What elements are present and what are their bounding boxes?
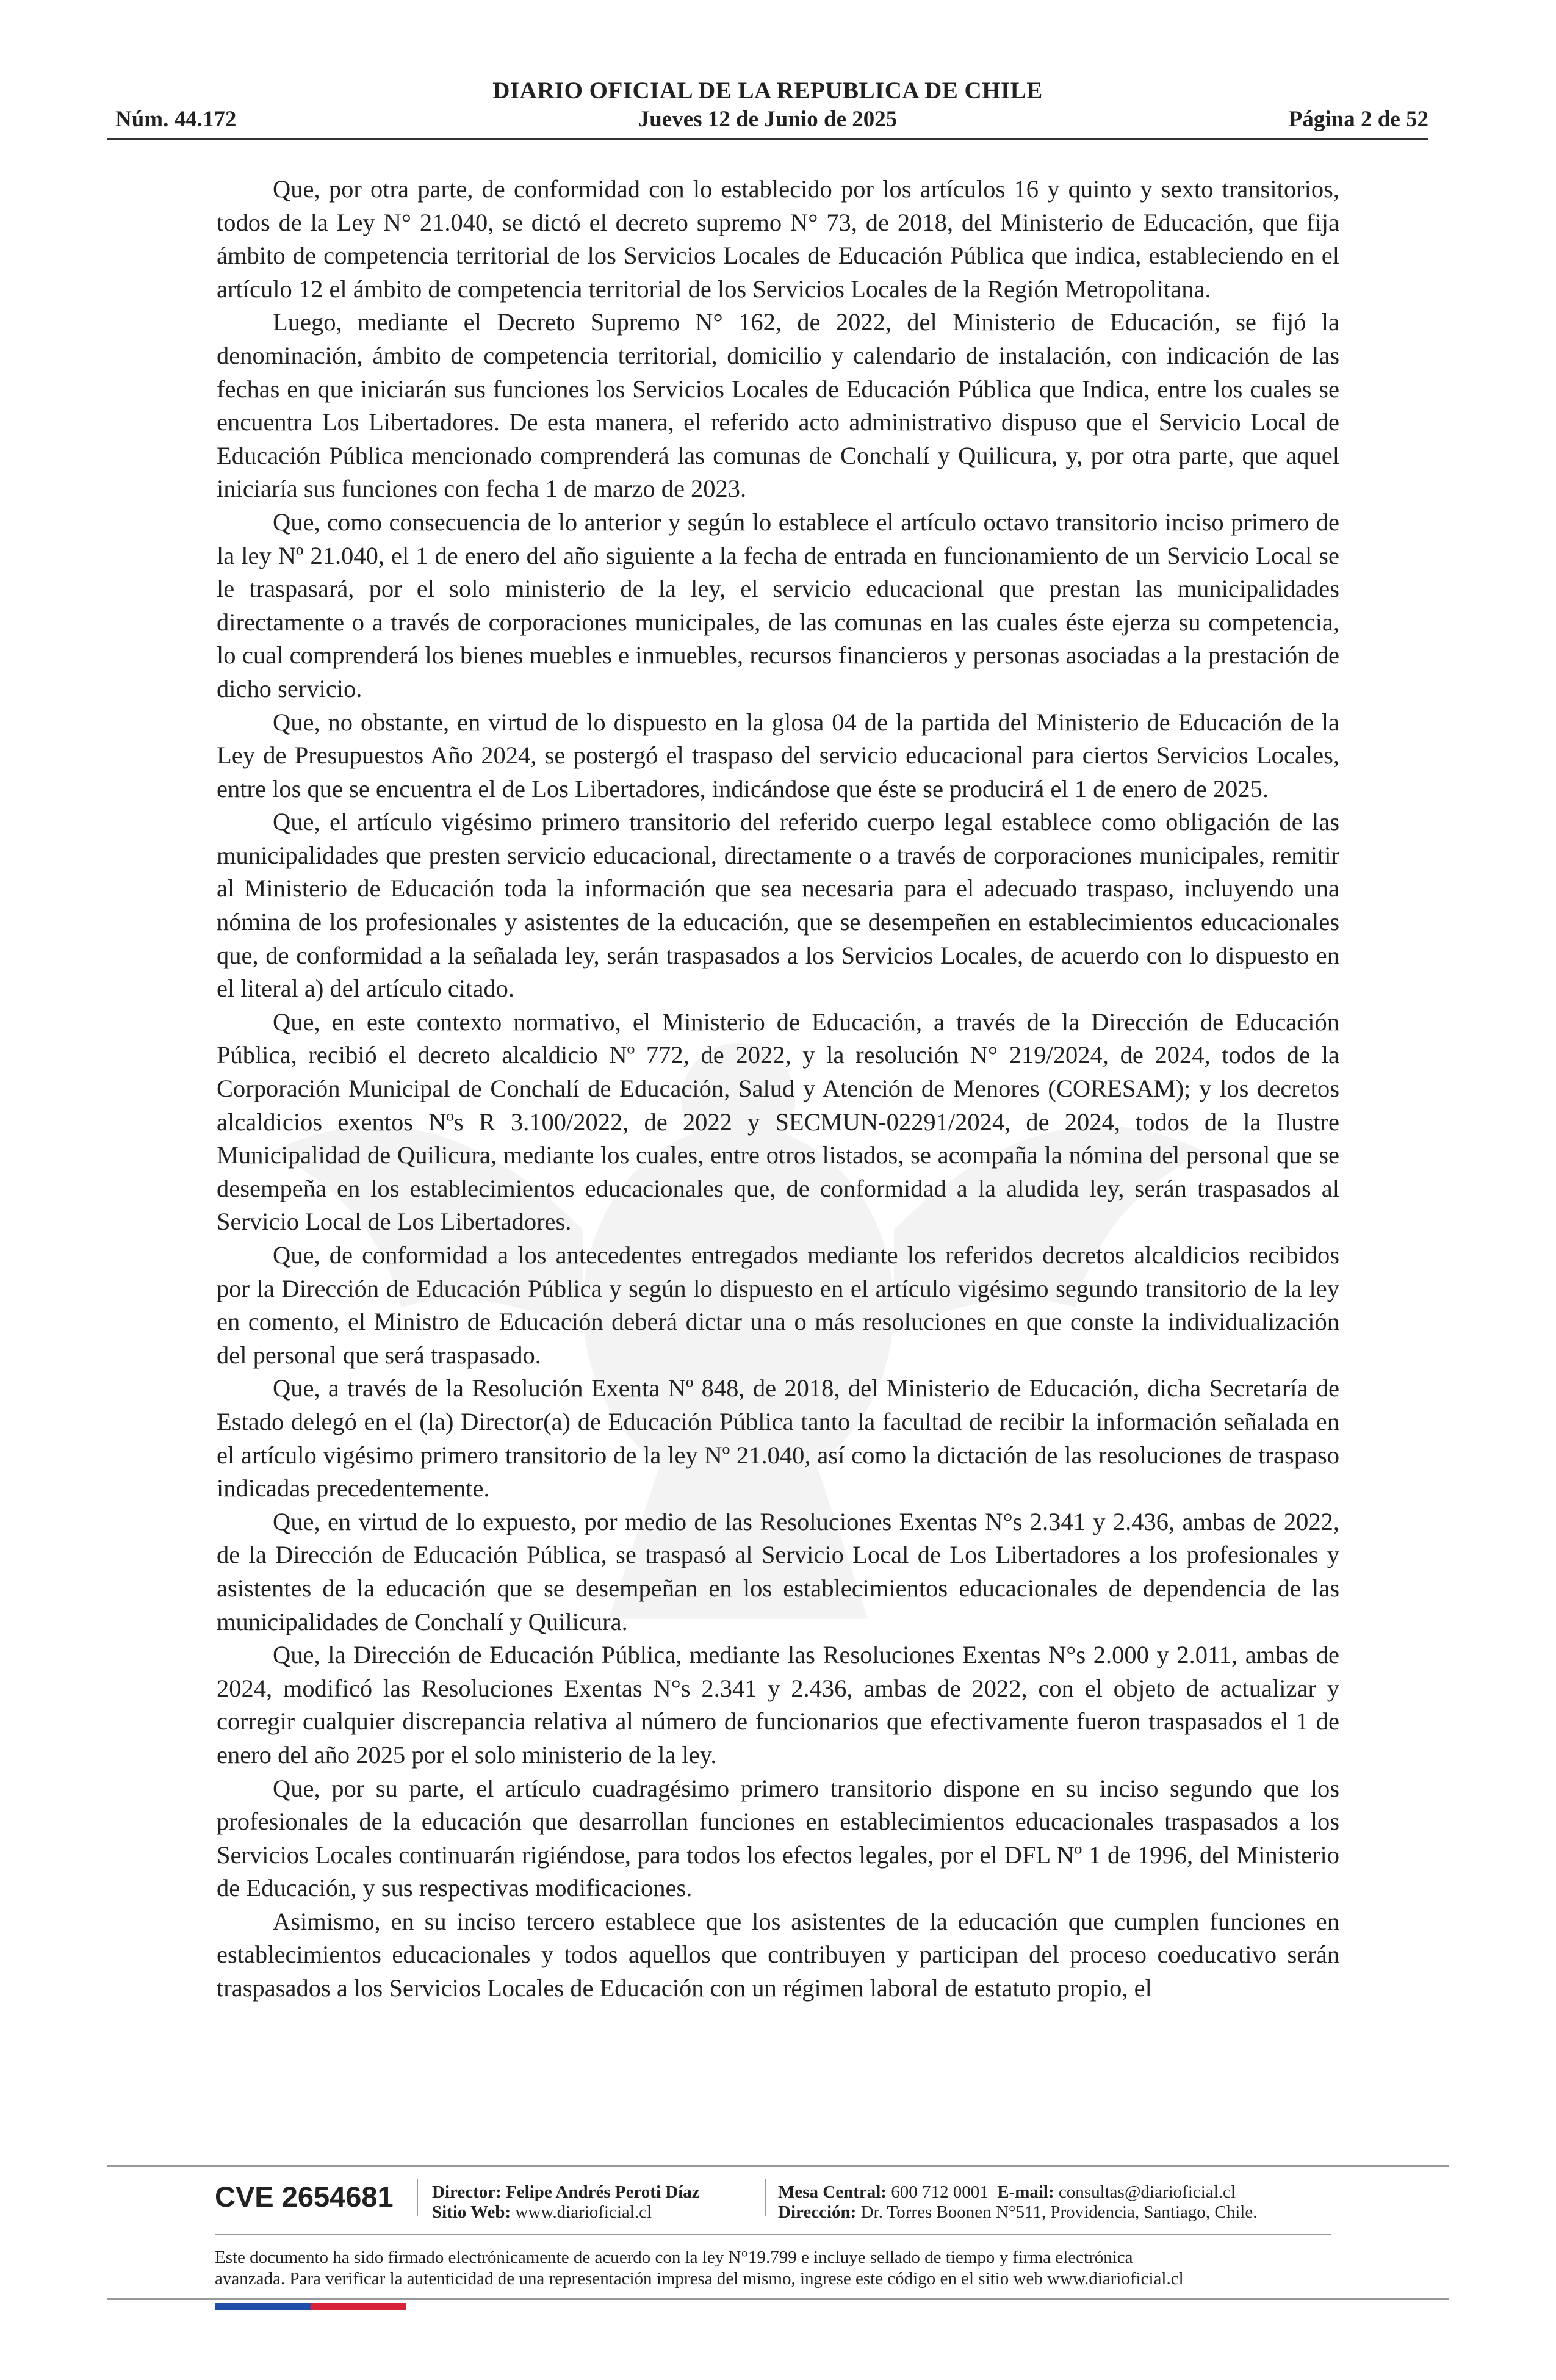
paragraph: Que, a través de la Resolución Exenta Nº 848, de 2018, del Ministerio de Educación, dicha Secretaría de Estado delegó en el (la) Director(a) de Educación Pública tanto la facultad de recibir la información señalada en el artículo vigésimo primero transitorio de la ley Nº 21.040, así como la dictación de las resoluciones de traspaso indicadas precedentemente. [217,1374,1339,1502]
footer-divider [107,2298,1449,2300]
paragraph: Asimismo, en su inciso tercero establece que los asistentes de la educación que cumplen funciones en establecimientos educacionales y todos aquellos que contribuyen y participan del proceso coeducativo serán traspasados a los Servicios Locales de Educación con un régimen laboral de estatuto propio, el [217,1907,1339,2002]
legal-line: avanzada. Para verificar la autenticidad de una representación impresa del mismo, ingrese este código en el sitio web www.diarioficial.cl [215,2269,1184,2288]
issue-number: Núm. 44.172 [115,107,237,132]
paragraph: Que, en este contexto normativo, el Ministerio de Educación, a través de la Dirección de Educación Pública, recibió el decreto alcaldicio Nº 772, de 2022, y la resolución N° 219/2024, de 2024, todos de la Corporación Municipal de Conchalí de Educación, Salud y Atención de Menores (CORESAM); y los decretos alcaldicios exentos Nºs R 3.100/2022, de 2022 y SECMUN-02291/2024, de 2024, todos de la Ilustre Municipalidad de Quilicura, mediante los cuales, entre otros listados, se acompaña la nómina del personal que se desempeña en los establecimientos educacionales que, de conformidad a la aludida ley, serán traspasados al Servicio Local de Los Libertadores. [217,1008,1339,1236]
issue-date: Jueves 12 de Junio de 2025 [638,107,898,132]
newspaper-title: DIARIO OFICIAL DE LA REPUBLICA DE CHILE [492,78,1043,104]
paragraph: Que, de conformidad a los antecedentes entregados mediante los referidos decretos alcaldicios recibidos por la Dirección de Educación Pública y según lo dispuesto en el artículo vigésimo segundo transitorio de la ley en comento, el Ministro de Educación deberá dictar una o más resoluciones en que conste la individualización del personal que será traspasado. [217,1241,1339,1369]
flag-red-bar [311,2303,406,2310]
footer-divider [107,2165,1449,2167]
director-block [432,2182,700,2223]
legal-notice [215,2247,1331,2290]
email-label: E-mail: [997,2182,1054,2202]
page-number: Página 2 de 52 [1288,107,1428,132]
email-link[interactable]: consultas@diarioficial.cl [1058,2182,1236,2202]
paragraph: Que, no obstante, en virtud de lo dispuesto en la glosa 04 de la partida del Ministerio de Educación de la Ley de Presupuestos Año 2024, se postergó el traspaso del servicio educacional para ciertos Servicios Locales, entre los que se encuentra el de Los Libertadores, indicándose que éste se producirá el 1 de enero de 2025. [217,708,1339,802]
article-body [217,173,1339,2005]
cve-code: CVE 2654681 [215,2180,394,2213]
paragraph: Que, como consecuencia de lo anterior y según lo establece el artículo octavo transitorio inciso primero de la ley Nº 21.040, el 1 de enero del año siguiente a la fecha de entrada en funcionamiento de un Servicio Local se le traspasará, por el solo ministerio de la ley, el servicio educacional que prestan las municipalidades directamente o a través de corporaciones municipales, de las comunas en las cuales éste ejerza su competencia, lo cual comprenderá los bienes muebles e inmuebles, recursos financieros y personas asociadas a la prestación de dicho servicio. [217,508,1339,702]
page-header [107,74,1428,142]
website-link[interactable]: www.diarioficial.cl [515,2202,652,2222]
contact-block [778,2182,1257,2223]
director-label: Director: [432,2182,502,2202]
paragraph: Que, por su parte, el artículo cuadragésimo primero transitorio dispone en su inciso segundo que los profesionales de la educación que desarrollan funciones en establecimientos educacionales traspasados a los Servicios Locales continuarán rigiéndose, para todos los efectos legales, por el DFL Nº 1 de 1996, del Ministerio de Educación, y sus respectivas modificaciones. [217,1774,1339,1902]
footer-separator [417,2179,418,2216]
flag-stripe [215,2303,406,2310]
legal-line: Este documento ha sido firmado electrónicamente de acuerdo con la ley N°19.799 e incluye sellado de tiempo y firma electrónica [215,2248,1133,2267]
footer-divider [215,2234,1331,2235]
address-value: Dr. Torres Boonen N°511, Providencia, Santiago, Chile. [860,2202,1258,2222]
paragraph: Que, la Dirección de Educación Pública, mediante las Resoluciones Exentas N°s 2.000 y 2.011, ambas de 2024, modificó las Resoluciones Exentas N°s 2.341 y 2.436, ambas de 2022, con el objeto de actualizar y corregir cualquier discrepancia relativa al número de funcionarios que efectivamente fueron traspasados el 1 de enero del año 2025 por el solo ministerio de la ley. [217,1641,1339,1769]
website-label: Sitio Web: [432,2202,511,2222]
phone-label: Mesa Central: [778,2182,887,2202]
paragraph: Que, el artículo vigésimo primero transitorio del referido cuerpo legal establece como obligación de las municipalidades que presten servicio educacional, directamente o a través de corporaciones municipales, remitir al Ministerio de Educación toda la información que sea necesaria para el adecuado traspaso, incluyendo una nómina de los profesionales y asistentes de la educación, que se desempeñen en establecimientos educacionales que, de conformidad a la señalada ley, serán traspasados a los Servicios Locales, de acuerdo con lo dispuesto en el literal a) del artículo citado. [217,808,1339,1003]
flag-blue-bar [215,2303,311,2310]
paragraph: Luego, mediante el Decreto Supremo N° 162, de 2022, del Ministerio de Educación, se fijó la denominación, ámbito de competencia territorial, domicilio y calendario de instalación, con indicación de las fechas en que iniciarán sus funciones los Servicios Locales de Educación Pública que Indica, entre los cuales se encuentra Los Libertadores. De esta manera, el referido acto administrativo dispuso que el Servicio Local de Educación Pública mencionado comprenderá las comunas de Conchalí y Quilicura, y, por otra parte, que aquel iniciaría sus funciones con fecha 1 de marzo de 2023. [217,308,1339,503]
paragraph: Que, por otra parte, de conformidad con lo establecido por los artículos 16 y quinto y sexto transitorios, todos de la Ley N° 21.040, se dictó el decreto supremo N° 73, de 2018, del Ministerio de Educación, que fija ámbito de competencia territorial de los Servicios Locales de Educación Pública que indica, estableciendo en el artículo 12 el ámbito de competencia territorial de los Servicios Locales de la Región Metropolitana. [217,175,1339,303]
header-divider [107,138,1428,140]
paragraph: Que, en virtud de lo expuesto, por medio de las Resoluciones Exentas N°s 2.341 y 2.436, ambas de 2022, de la Dirección de Educación Pública, se traspasó al Servicio Local de Los Libertadores a los profesionales y asistentes de la educación que se desempeñan en los establecimientos educacionales de dependencia de las municipalidades de Conchalí y Quilicura. [217,1507,1339,1635]
director-name: Felipe Andrés Peroti Díaz [506,2182,700,2202]
phone-value: 600 712 0001 [891,2182,989,2202]
footer-separator [765,2179,766,2216]
address-label: Dirección: [778,2202,857,2222]
